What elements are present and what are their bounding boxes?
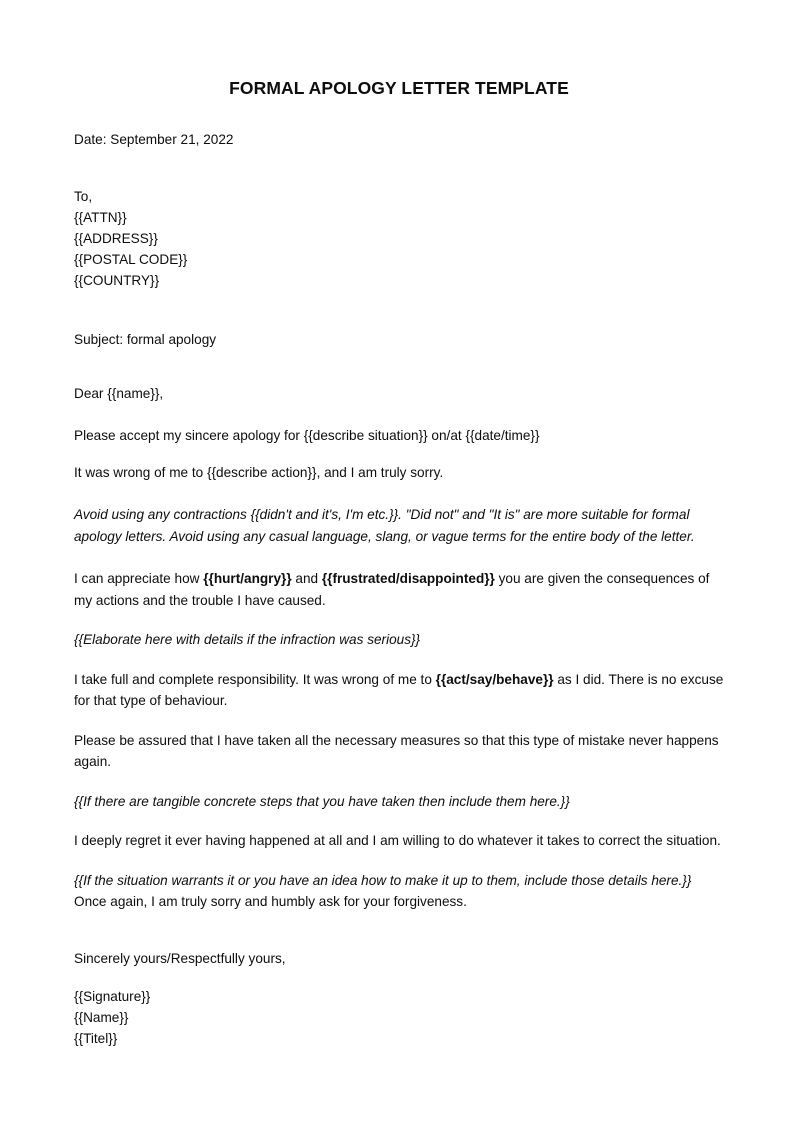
- responsibility-text-2: as I did. There is no excuse for that type of behaviour.: [74, 671, 724, 708]
- spacer-before-p8: [74, 773, 724, 791]
- recipient-address: {{ADDRESS}}: [74, 231, 158, 246]
- signer-title: {{Titel}}: [74, 1030, 118, 1046]
- body-paragraph-once-again: Once again, I am truly sorry and humbly ask for your forgiveness.: [74, 894, 467, 909]
- spacer-before-p4: [74, 547, 724, 568]
- body-note-concrete-steps: {{If there are tangible concrete steps that you have taken then include them here.}}: [74, 793, 570, 809]
- date-line: Date: September 21, 2022: [74, 132, 234, 147]
- recipient-block: [74, 186, 724, 291]
- page-title: FORMAL APOLOGY LETTER TEMPLATE: [229, 78, 569, 98]
- body-note-contractions: Avoid using any contractions {{didn't and it's, I'm etc.}}. "Did not" and "It is" are more suitable for formal apology letters. Avoid using any casual language, slang, or vague terms for the entire body of the letter.: [74, 507, 695, 544]
- signature-block: [74, 986, 724, 1049]
- body-paragraph-assurance: Please be assured that I have taken all the necessary measures so that this type of mistake never happens again.: [74, 732, 719, 769]
- responsibility-text-1: I take full and complete responsibility. It was wrong of me to: [74, 671, 436, 687]
- spacer-before-p9: [74, 812, 724, 830]
- salutation: Dear {{name}},: [74, 386, 164, 401]
- body-paragraph-appreciate: [74, 568, 724, 611]
- placeholder-act-say-behave: {{act/say/behave}}: [435, 671, 554, 687]
- body-note-elaborate: {{Elaborate here with details if the infraction was serious}}: [74, 632, 421, 647]
- subject-line: Subject: formal apology: [74, 332, 217, 347]
- body-paragraph-2: It was wrong of me to {{describe action}}, and I am truly sorry.: [74, 464, 444, 480]
- recipient-attn: {{ATTN}}: [74, 210, 127, 225]
- placeholder-frustrated-disappointed: {{frustrated/disappointed}}: [321, 571, 495, 586]
- spacer-before-p2: [74, 447, 724, 462]
- body-note-make-it-up: {{If the situation warrants it or you have an idea how to make it up to them, include those details here.}}: [74, 872, 692, 888]
- spacer-before-subject: [74, 291, 724, 329]
- appreciate-text-1: I can appreciate how: [74, 571, 204, 586]
- spacer-before-p3: [74, 483, 724, 504]
- spacer-before-p5: [74, 611, 724, 629]
- recipient-to-label: To,: [74, 189, 93, 204]
- body-paragraph-regret: I deeply regret it ever having happened at all and I am willing to do whatever it takes to correct the situation.: [74, 833, 721, 848]
- placeholder-hurt-angry: {{hurt/angry}}: [203, 571, 292, 586]
- document-body: [74, 0, 724, 1049]
- signer-name: {{Name}}: [74, 1009, 129, 1025]
- signature-placeholder: {{Signature}}: [74, 988, 151, 1004]
- spacer-before-p6: [74, 651, 724, 669]
- spacer-before-recipient: [74, 150, 724, 186]
- spacer-before-p10: [74, 852, 724, 870]
- appreciate-text-2: and: [291, 571, 322, 586]
- spacer-before-p1: [74, 404, 724, 425]
- body-paragraph-1: Please accept my sincere apology for {{describe situation}} on/at {{date/time}}: [74, 428, 540, 443]
- body-paragraph-responsibility: [74, 669, 724, 712]
- appreciate-text-3: you are given the consequences of my actions and the trouble I have caused.: [74, 571, 710, 608]
- spacer-before-closing: [74, 913, 724, 948]
- spacer-before-salutation: [74, 350, 724, 383]
- spacer-after-title: [74, 99, 724, 129]
- spacer-before-signature: [74, 969, 724, 986]
- valediction: Sincerely yours/Respectfully yours,: [74, 950, 286, 966]
- recipient-postal: {{POSTAL CODE}}: [74, 252, 188, 267]
- spacer-before-p7: [74, 712, 724, 730]
- recipient-country: {{COUNTRY}}: [74, 273, 160, 288]
